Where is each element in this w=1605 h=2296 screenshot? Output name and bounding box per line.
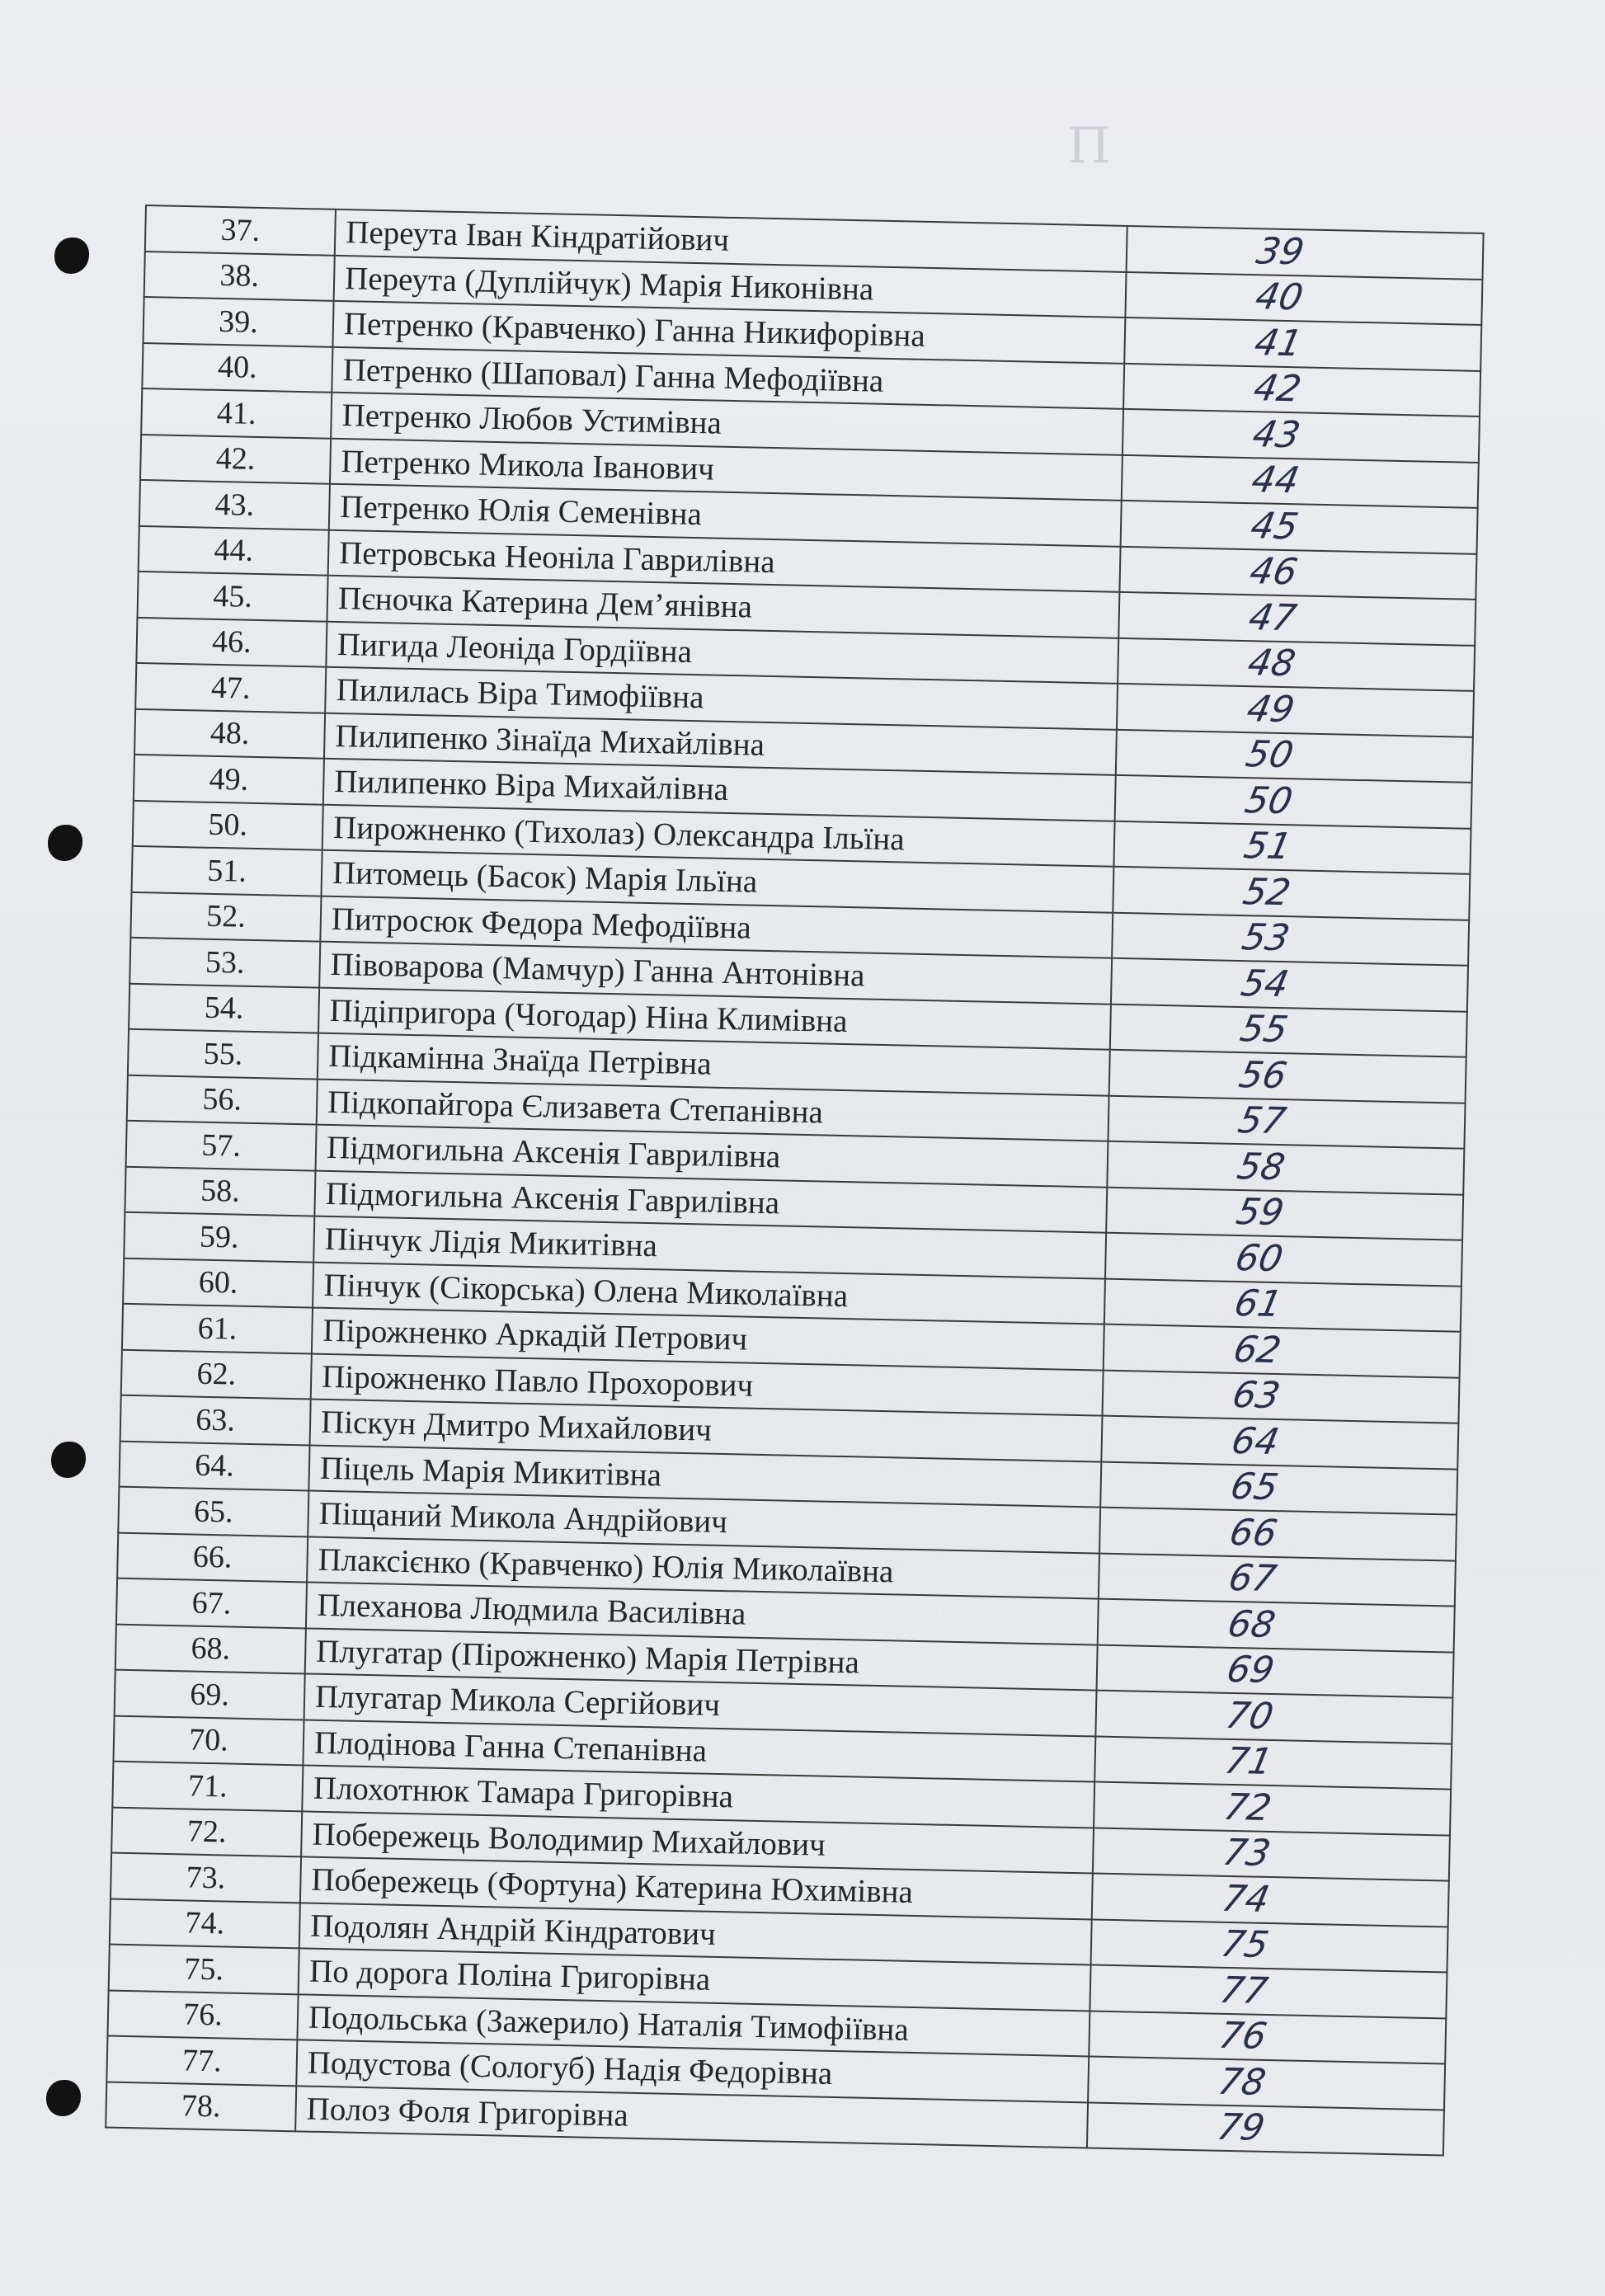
person-name: Пилипенко Віра Михайлівна: [323, 759, 1116, 821]
handwritten-mark-cell: [1097, 1644, 1454, 1698]
row-number: 70.: [113, 1715, 304, 1765]
handwritten-mark-cell: [1118, 638, 1475, 691]
person-name: Плугатар (Пірожненко) Марія Петрівна: [305, 1628, 1098, 1691]
handwritten-mark-cell: [1107, 1141, 1464, 1195]
handwritten-mark-cell: [1112, 912, 1469, 966]
handwritten-mark-cell: [1111, 958, 1468, 1012]
handwritten-mark: 50: [1242, 733, 1297, 777]
handwritten-mark-cell: [1113, 821, 1471, 874]
handwritten-mark-cell: [1090, 1964, 1447, 2018]
row-number: 43.: [139, 480, 330, 529]
handwritten-mark-cell: [1108, 1095, 1465, 1149]
row-number: 37.: [145, 205, 336, 255]
row-number: 76.: [107, 1990, 298, 2040]
handwritten-mark: 51: [1240, 825, 1296, 868]
person-name: Підкамінна Знаїда Петрівна: [318, 1033, 1110, 1096]
handwritten-mark-cell: [1100, 1461, 1457, 1515]
handwritten-mark-cell: [1105, 1233, 1462, 1287]
row-number: 77.: [106, 2036, 297, 2086]
handwritten-mark-cell: [1117, 684, 1474, 737]
person-name: Пінчук (Сікорська) Олена Миколаївна: [313, 1262, 1105, 1324]
handwritten-mark: 79: [1213, 2106, 1268, 2150]
register-table: [105, 205, 1485, 2156]
row-number: 42.: [140, 434, 331, 483]
handwritten-mark: 66: [1226, 1511, 1281, 1555]
row-number: 78.: [106, 2082, 296, 2131]
punch-hole: [51, 1442, 86, 1478]
row-number: 44.: [139, 525, 329, 575]
handwritten-mark: 47: [1245, 595, 1300, 639]
row-number: 56.: [127, 1075, 318, 1124]
handwritten-mark: 59: [1232, 1191, 1287, 1235]
handwritten-mark-cell: [1099, 1508, 1457, 1561]
person-name: Питомець (Басок) Марія Ільїна: [321, 850, 1113, 913]
row-number: 46.: [136, 617, 327, 666]
person-name: Підмогильна Аксенія Гаврилівна: [316, 1125, 1108, 1188]
handwritten-mark: 77: [1217, 1969, 1272, 2012]
person-name: Подольська (Зажерило) Наталія Тимофіївна: [297, 1994, 1090, 2057]
handwritten-mark: 71: [1221, 1740, 1276, 1784]
handwritten-mark-cell: [1099, 1553, 1456, 1607]
person-name: Пирожненко (Тихолаз) Олександра Ільїна: [322, 804, 1115, 867]
handwritten-mark: 56: [1236, 1053, 1291, 1097]
handwritten-mark-cell: [1116, 729, 1473, 783]
handwritten-mark-cell: [1089, 2011, 1446, 2064]
person-name: Пірожненко Аркадій Петрович: [312, 1308, 1104, 1371]
handwritten-mark-cell: [1125, 271, 1482, 325]
person-name: Полоз Фоля Григорівна: [295, 2086, 1088, 2148]
handwritten-mark: 78: [1214, 2060, 1269, 2104]
row-number: 74.: [110, 1898, 300, 1948]
handwritten-mark: 72: [1220, 1786, 1275, 1829]
handwritten-mark-cell: [1110, 1004, 1467, 1057]
row-number: 66.: [117, 1532, 308, 1582]
row-number: 69.: [115, 1670, 305, 1720]
handwritten-mark: 44: [1248, 459, 1303, 502]
person-name: Побережець Володимир Михайлович: [301, 1811, 1094, 1874]
person-name: Петренко Любов Устимівна: [331, 393, 1123, 455]
handwritten-mark-cell: [1119, 546, 1476, 600]
row-number: 59.: [124, 1212, 314, 1262]
row-number: 45.: [138, 572, 328, 621]
row-number: 54.: [129, 983, 319, 1033]
person-name: Переута (Дуплійчук) Марія Никонівна: [334, 255, 1127, 318]
handwritten-mark: 57: [1235, 1099, 1290, 1143]
person-name: Півоварова (Мамчур) Ганна Антонівна: [319, 942, 1112, 1004]
person-name: Піскун Дмитро Михайлович: [310, 1400, 1103, 1462]
handwritten-mark: 63: [1229, 1374, 1284, 1418]
person-name: Побережець (Фортуна) Катерина Юхимівна: [300, 1856, 1093, 1919]
handwritten-mark: 43: [1249, 413, 1304, 457]
person-name: Петренко Юлія Семенівна: [329, 484, 1122, 547]
handwritten-mark: 61: [1231, 1282, 1286, 1326]
handwritten-mark-cell: [1113, 867, 1470, 920]
handwritten-mark-cell: [1127, 226, 1484, 280]
handwritten-mark: 48: [1244, 642, 1299, 685]
person-name: Плаксієнко (Кравченко) Юлія Миколаївна: [307, 1536, 1099, 1599]
handwritten-mark: 68: [1224, 1602, 1279, 1646]
handwritten-mark-cell: [1095, 1691, 1452, 1744]
handwritten-mark: 70: [1221, 1694, 1278, 1738]
person-name: Плеханова Людмила Василівна: [306, 1582, 1099, 1644]
person-name: Підіпригора (Чогодар) Ніна Климівна: [318, 987, 1111, 1050]
handwritten-mark: 52: [1239, 870, 1294, 914]
handwritten-mark: 73: [1219, 1832, 1274, 1875]
handwritten-mark-cell: [1109, 1050, 1466, 1103]
handwritten-mark-cell: [1088, 2056, 1445, 2110]
handwritten-mark-cell: [1094, 1736, 1452, 1790]
handwritten-mark-cell: [1092, 1874, 1449, 1927]
handwritten-mark: 45: [1247, 505, 1302, 548]
handwritten-mark-cell: [1121, 501, 1478, 554]
handwritten-mark: 67: [1225, 1557, 1280, 1601]
person-name: Піцель Марія Микитівна: [308, 1445, 1101, 1508]
person-name: Підмогильна Аксенія Гаврилівна: [314, 1170, 1107, 1233]
register-body: [106, 205, 1483, 2155]
row-number: 47.: [135, 663, 326, 713]
row-number: 40.: [142, 342, 332, 392]
register-sheet: [105, 205, 1468, 2156]
handwritten-mark: 62: [1230, 1328, 1285, 1371]
punch-hole: [46, 2080, 81, 2116]
handwritten-mark: 50: [1241, 779, 1297, 822]
person-name: Петровська Неоніла Гаврилівна: [328, 529, 1121, 592]
handwritten-mark-cell: [1122, 454, 1479, 508]
person-name: Переута Іван Кіндратійович: [335, 209, 1127, 272]
person-name: Питросюк Федора Мефодіївна: [320, 896, 1113, 958]
handwritten-mark: 49: [1243, 687, 1298, 731]
handwritten-mark-cell: [1118, 592, 1476, 646]
handwritten-mark: 65: [1226, 1466, 1282, 1509]
handwritten-mark: 74: [1218, 1877, 1273, 1921]
person-name: Пінчук Лідія Микитівна: [313, 1216, 1106, 1279]
row-number: 72.: [111, 1807, 302, 1856]
row-number: 51.: [132, 846, 322, 896]
person-name: Пигида Леоніда Гордіївна: [326, 621, 1118, 684]
person-name: Плохотнюк Тамара Григорівна: [302, 1765, 1094, 1828]
row-number: 71.: [112, 1762, 303, 1811]
row-number: 68.: [115, 1624, 306, 1673]
handwritten-mark: 53: [1238, 916, 1293, 960]
row-number: 60.: [123, 1258, 313, 1307]
person-name: Пірожненко Павло Прохорович: [311, 1353, 1104, 1416]
person-name: Подолян Андрій Кіндратович: [299, 1903, 1092, 1965]
person-name: Піщаний Микола Андрійович: [308, 1490, 1100, 1553]
punch-hole: [48, 825, 82, 861]
handwritten-mark-cell: [1123, 363, 1480, 416]
punch-hole: [54, 238, 89, 274]
row-number: 62.: [121, 1349, 312, 1399]
person-name: Плодінова Ганна Степанівна: [303, 1720, 1095, 1782]
handwritten-mark: 64: [1227, 1419, 1283, 1463]
handwritten-mark: 42: [1250, 367, 1305, 411]
handwritten-mark-cell: [1087, 2102, 1444, 2156]
row-number: 52.: [130, 892, 321, 941]
row-number: 61.: [122, 1304, 313, 1353]
handwritten-mark: 46: [1246, 550, 1301, 594]
handwritten-mark-cell: [1106, 1187, 1463, 1240]
row-number: 57.: [126, 1121, 317, 1170]
row-number: 67.: [116, 1578, 307, 1628]
row-number: 75.: [109, 1945, 299, 1994]
handwritten-mark: 69: [1223, 1649, 1278, 1692]
row-number: 53.: [129, 938, 320, 987]
handwritten-mark: 40: [1252, 275, 1307, 319]
person-name: Плугатар Микола Сергійович: [304, 1673, 1097, 1736]
person-name: Підкопайгора Єлизавета Степанівна: [317, 1079, 1109, 1141]
handwritten-mark-cell: [1115, 775, 1472, 829]
person-name: Пєночка Катерина Дем’янівна: [327, 576, 1119, 638]
person-name: Пилилась Віра Тимофіївна: [325, 667, 1118, 730]
handwritten-mark-cell: [1091, 1919, 1448, 1973]
handwritten-mark: 75: [1217, 1923, 1273, 1967]
handwritten-mark-cell: [1098, 1599, 1455, 1653]
handwritten-mark-cell: [1093, 1828, 1450, 1881]
handwritten-mark-cell: [1102, 1370, 1459, 1423]
handwritten-mark-cell: [1123, 409, 1480, 463]
person-name: Петренко (Шаповал) Ганна Мефодіївна: [332, 346, 1124, 409]
handwritten-mark: 39: [1253, 230, 1308, 274]
row-number: 39.: [143, 297, 333, 346]
page-corner-mark: П: [1067, 117, 1111, 175]
handwritten-mark-cell: [1101, 1416, 1458, 1470]
row-number: 55.: [128, 1029, 318, 1079]
person-name: Петренко (Кравченко) Ганна Никифорівна: [332, 301, 1125, 364]
handwritten-mark: 76: [1215, 2015, 1270, 2058]
row-number: 58.: [125, 1166, 315, 1216]
row-number: 49.: [134, 755, 324, 804]
person-name: Подустова (Сологуб) Надія Федорівна: [296, 2040, 1089, 2102]
row-number: 64.: [119, 1441, 309, 1490]
handwritten-mark: 60: [1231, 1236, 1287, 1280]
person-name: По дорога Поліна Григорівна: [299, 1948, 1091, 2011]
row-number: 50.: [133, 800, 323, 849]
handwritten-mark: 41: [1250, 322, 1306, 365]
row-number: 63.: [120, 1395, 311, 1445]
handwritten-mark: 54: [1237, 962, 1292, 1005]
handwritten-mark-cell: [1124, 318, 1481, 371]
handwritten-mark-cell: [1104, 1324, 1461, 1378]
handwritten-mark: 58: [1233, 1145, 1288, 1188]
row-number: 38.: [144, 252, 335, 301]
person-name: Пилипенко Зінаїда Михайлівна: [324, 713, 1117, 775]
handwritten-mark-cell: [1094, 1782, 1451, 1836]
row-number: 48.: [134, 708, 325, 758]
row-number: 41.: [141, 388, 332, 438]
handwritten-mark: 55: [1236, 1008, 1292, 1052]
handwritten-mark-cell: [1104, 1278, 1461, 1332]
person-name: Петренко Микола Іванович: [330, 438, 1123, 501]
row-number: 65.: [118, 1487, 308, 1536]
row-number: 73.: [111, 1853, 301, 1903]
